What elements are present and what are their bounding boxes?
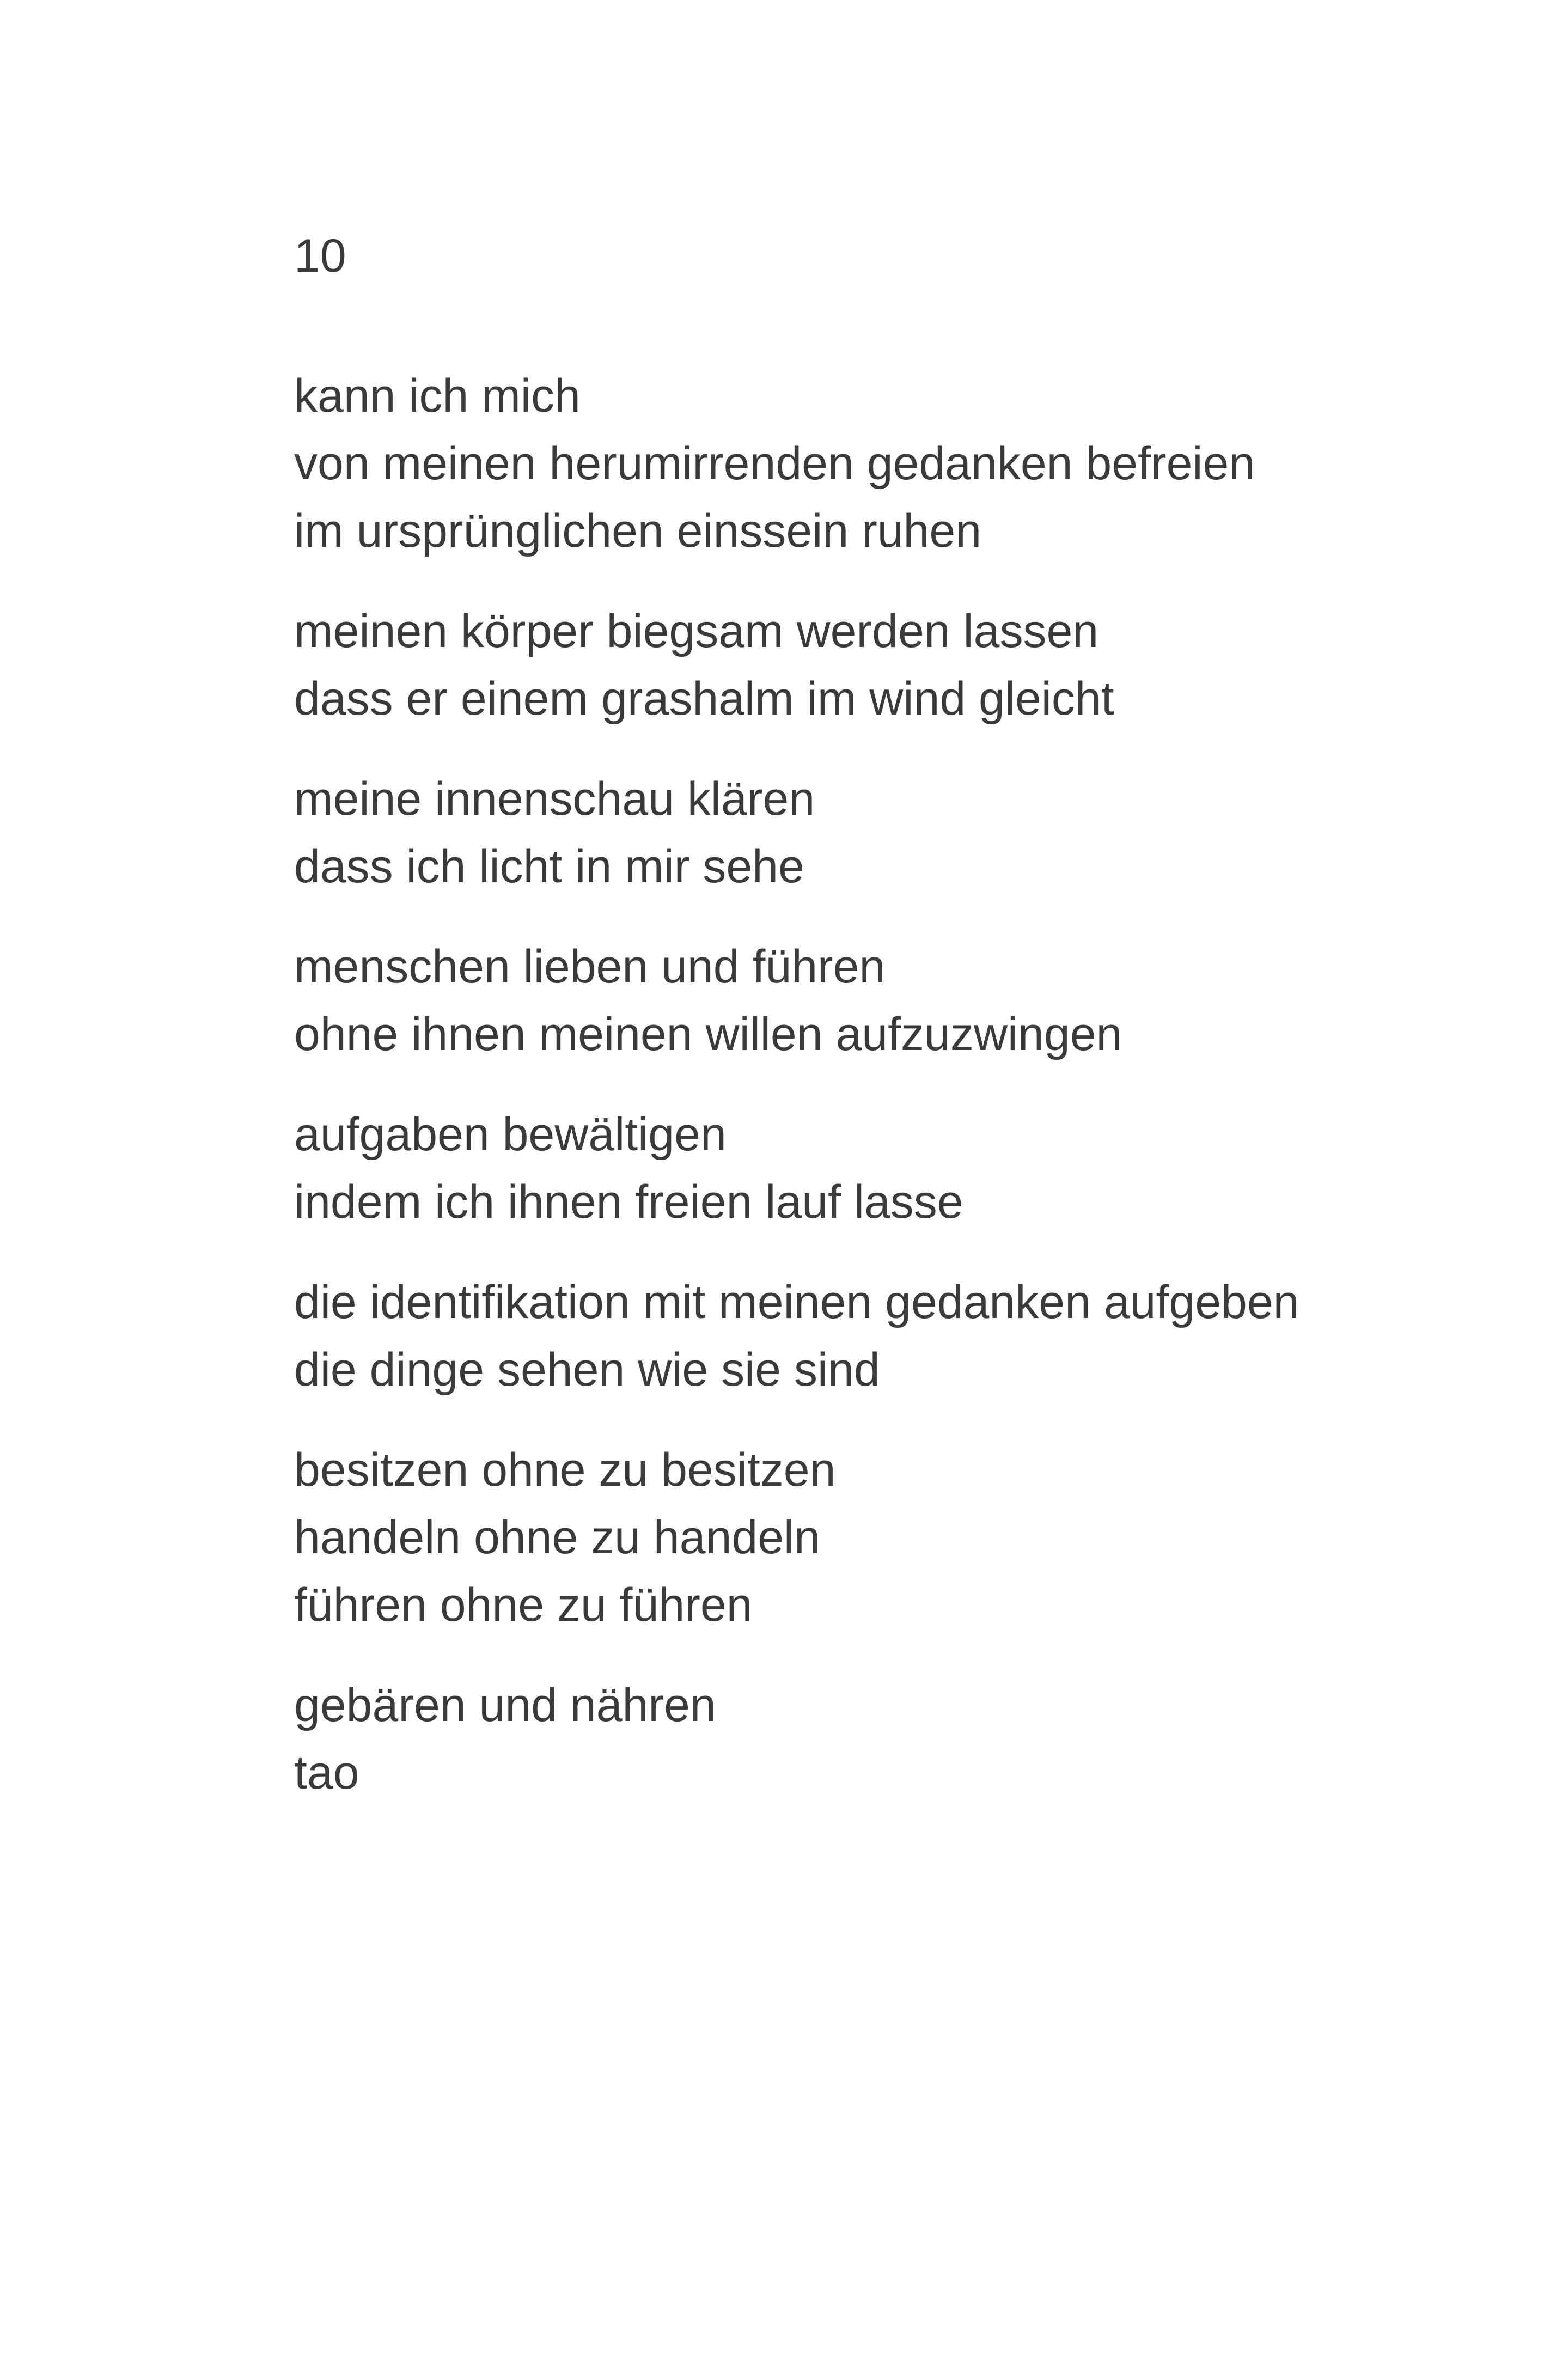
poem	[294, 362, 1492, 1839]
poem-line: meine innenschau klären	[294, 773, 815, 825]
poem-line: die identifikation mit meinen gedanken aufgeben	[294, 1276, 1299, 1328]
poem-line: handeln ohne zu handeln	[294, 1511, 820, 1564]
poem-line: führen ohne zu führen	[294, 1579, 753, 1631]
stanza	[294, 933, 1492, 1068]
stanza	[294, 362, 1492, 565]
page-number: 10	[294, 230, 346, 282]
poem-line: dass er einem grashalm im wind gleicht	[294, 673, 1114, 725]
poem-line: gebären und nähren	[294, 1679, 716, 1731]
poem-line: von meinen herumirrenden gedanken befreien	[294, 437, 1255, 490]
poem-line: kann ich mich	[294, 370, 581, 422]
poem-line: aufgaben bewältigen	[294, 1108, 727, 1161]
poem-line: ohne ihnen meinen willen aufzuzwingen	[294, 1008, 1122, 1060]
poem-line: indem ich ihnen freien lauf lasse	[294, 1176, 963, 1228]
poem-line: dass ich licht in mir sehe	[294, 840, 804, 893]
stanza	[294, 1268, 1492, 1403]
stanza	[294, 765, 1492, 900]
poem-line: menschen lieben und führen	[294, 941, 886, 993]
poem-line: meinen körper biegsam werden lassen	[294, 605, 1099, 657]
poem-line: tao	[294, 1747, 359, 1799]
stanza	[294, 1101, 1492, 1236]
poem-line: besitzen ohne zu besitzen	[294, 1444, 836, 1496]
stanza	[294, 1436, 1492, 1639]
stanza	[294, 597, 1492, 733]
poem-line: die dinge sehen wie sie sind	[294, 1344, 880, 1396]
poem-line: im ursprünglichen einssein ruhen	[294, 505, 982, 557]
stanza	[294, 1671, 1492, 1807]
